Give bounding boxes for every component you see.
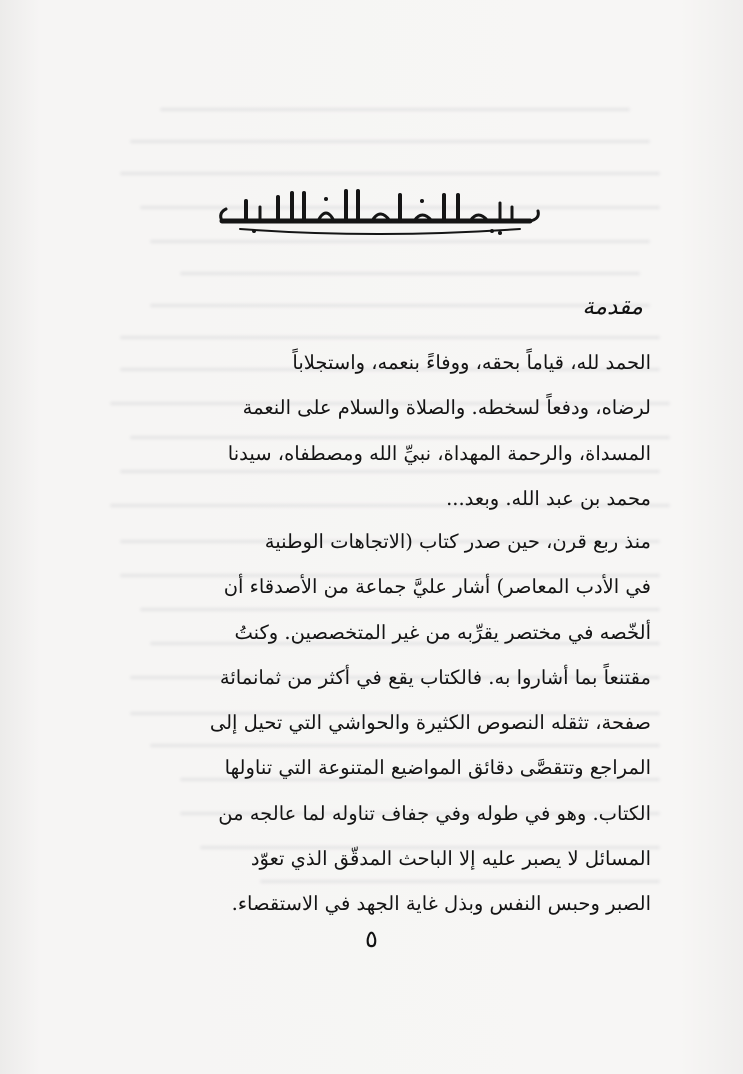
text-line: محمد بن عبد الله. وبعد... [446, 486, 651, 510]
text-line: الحمد لله، قياماً بحقه، ووفاءً بنعمه، واستجلاباً [292, 351, 651, 374]
text-line: المراجع وتتقصَّى دقائق المواضيع المتنوعة التي تناولها [224, 756, 651, 780]
text-line: الصبر وحبس النفس وبذل غاية الجهد في الاستقصاء. [231, 892, 651, 916]
text-line: ألخّصه في مختصر يقرِّبه من غير المتخصصين. وكنتُ [234, 620, 651, 644]
text-line: في الأدب المعاصر) أشار عليَّ جماعة من الأصدقاء أن [223, 575, 651, 599]
basmala-calligraphy [200, 183, 550, 241]
text-line: مقتنعاً بما أشاروا به. فالكتاب يقع في أكثر من ثمانمائة [219, 665, 651, 689]
text-line: منذ ربع قرن، حين صدر كتاب (الاتجاهات الوطنية [264, 530, 651, 553]
section-heading: مقدمة [582, 294, 643, 320]
text-line: لرضاه، ودفعاً لسخطه. والصلاة والسلام على النعمة [242, 396, 651, 420]
text-line: الكتاب. وهو في طوله وفي جفاف تناوله لما عالجه من [218, 801, 651, 825]
paragraph-body [95, 519, 651, 927]
text-line: صفحة، تثقله النصوص الكثيرة والحواشي التي تحيل إلى [209, 711, 651, 735]
text-line: المسداة، والرحمة المهداة، نبيِّ الله ومصطفاه، سيدنا [227, 441, 651, 465]
page-number: ٥ [365, 925, 378, 953]
text-line: المسائل لا يصبر عليه إلا الباحث المدقّق الذي تعوّد [250, 847, 651, 871]
paragraph-opening [95, 340, 651, 521]
